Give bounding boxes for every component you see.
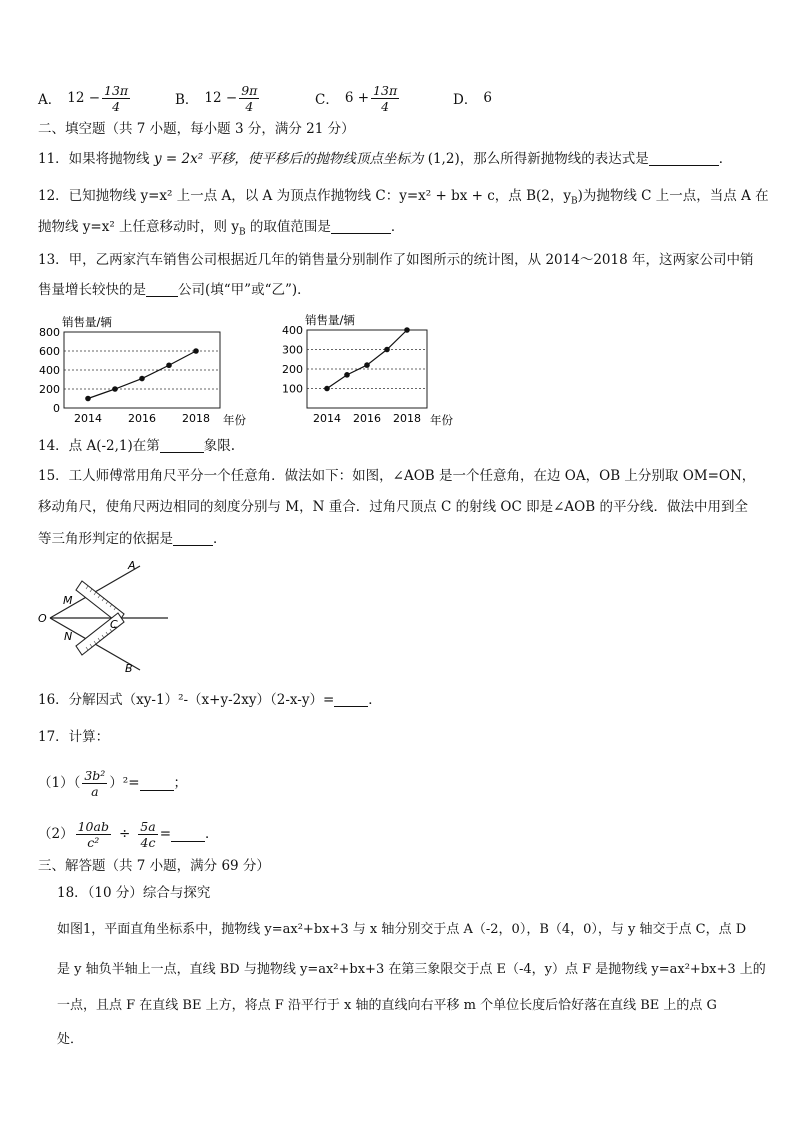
question-11 [38,150,732,168]
q17-p2-numerator-2: 5a [140,818,156,834]
q17-p2-denominator-1: c² [87,834,100,850]
q15-answer-blank[interactable] [173,531,213,546]
q17-p2-end: ． [205,826,219,842]
y-tick-label: 300 [282,343,303,357]
question-13-line-1: 13．甲，乙两家汽车销售公司根据近几年的销售量分别制作了如图所示的统计图，从 2014～2018 年，这两家公司中销 [38,252,754,268]
y-tick-label: 400 [282,324,303,337]
question-12-line-2 [38,218,404,242]
q12-line1-end: )为抛物线 C 上一点，当点 A 在 [577,188,769,204]
option-d-label: D． [453,92,478,108]
option-b-numerator: 9π [241,82,258,98]
question-14 [38,437,235,455]
option-b-denominator: 4 [245,98,254,114]
x-tick-label: 2016 [128,412,156,425]
data-point [324,386,330,392]
q16-answer-blank[interactable] [334,692,368,707]
q14-end: 象限. [203,438,236,454]
section-3-heading: 三、解答题（共 7 小题，满分 69 分） [38,858,270,874]
label-m: M [63,594,73,607]
option-c-label: C． [315,92,339,108]
q16-text: 16．分解因式（xy-1）²-（x+y-2xy）（2-x-y）= [38,692,335,708]
y-tick-label: 400 [39,364,60,377]
option-b [175,80,261,116]
q17-p2-denominator-2: 4c [140,834,156,850]
label-n: N [64,630,73,643]
question-17-part-2 [38,815,219,853]
y-tick-label: 200 [282,363,303,376]
q16-end: ． [368,692,382,708]
data-point [166,362,172,368]
q11-vertex: (1,2) [427,151,460,167]
q13-answer-blank[interactable] [146,282,178,297]
y-tick-label: 0 [53,402,60,415]
option-a [38,80,132,116]
q14-text: 14．点 A(-2,1)在第 [38,438,160,454]
question-18-title: 18．（10 分）综合与探究 [57,885,211,901]
option-b-label: B． [175,92,199,108]
q17-p2-numerator-1: 10ab [77,818,109,834]
q12-line2: 抛物线 y=x² 上任意移动时，则 y [38,219,239,235]
chart-company-jia [30,298,270,430]
chart-company-yi [275,298,475,430]
q17-p1-answer-blank[interactable] [140,776,174,791]
label-c: C [110,618,118,631]
q17-p2-divide: ÷ [118,826,131,842]
q15-line3-end: ． [213,531,227,547]
x-tick-label: 2014 [313,412,341,425]
y-tick-label: 100 [282,382,303,396]
x-tick-label: 2018 [182,412,210,425]
question-15-line-3 [38,530,227,548]
option-d [453,80,492,116]
q12-line1-sub: B [570,196,578,207]
question-12-line-1 [38,187,769,211]
q17-p1-numerator: 3b² [84,767,106,783]
question-18-line-3: 一点，且点 F 在直线 BE 上方，将点 F 沿平行于 x 轴的直线向右平移 m 个单位长度后恰好落在直线 BE 上的点 G [57,998,717,1013]
q17-p1-fraction [82,768,107,799]
option-d-value: 6 [483,90,492,106]
option-a-numerator: 13π [104,82,129,98]
data-point [404,327,410,333]
option-a-denominator: 4 [112,98,121,114]
data-point [193,348,199,354]
y-tick-label: 800 [39,326,60,339]
x-tick-label: 2014 [74,412,102,425]
q11-expression: y = 2x² 平移，使平移后的抛物线顶点坐标为 [153,151,428,167]
option-c-numerator: 13π [373,82,398,98]
question-18-line-4: 处． [57,1032,84,1047]
question-13-line-2 [38,281,311,299]
y-tick-label: 600 [39,345,60,358]
q13-line2: 售量增长较快的是 [38,282,146,298]
question-18-line-2: 是 y 轴负半轴上一点，直线 BD 与抛物线 y=ax²+bx+3 在第三象限交于点 E（-4，y）点 F 是抛物线 y=ax²+bx+3 上的 [57,962,766,977]
q17-p2-fraction-2 [138,819,157,850]
option-c-prefix: 6 + [344,90,370,106]
q12-answer-blank[interactable] [331,219,391,234]
question-16 [38,691,382,709]
q17-p2-fraction-1 [76,819,111,850]
x-axis-label: 年份 [430,413,453,427]
question-15-line-1: 15．工人师傅常用角尺平分一个任意角．做法如下：如图，∠AOB 是一个任意角，在边 OA，OB 上分别取 OM=ON， [38,468,756,484]
option-b-fraction [239,83,259,114]
q17-p1-denominator: a [91,783,99,799]
q15-line3: 等三角形判定的依据是 [38,531,173,547]
x-tick-label: 2016 [353,412,381,425]
option-b-prefix: 12 − [204,90,238,106]
label-o: O [38,612,47,625]
angle-ruler-figure [30,556,180,674]
y-tick-label: 200 [39,383,60,396]
question-18-line-1: 如图1，平面直角坐标系中，抛物线 y=ax²+bx+3 与 x 轴分别交于点 A（-2，0），B（4，0），与 y 轴交于点 C，点 D [57,922,747,937]
q17-p2-answer-blank[interactable] [171,827,205,842]
q17-p1-after: ）²= [109,775,140,791]
q17-p1-label: （1）（ [38,775,81,791]
q11-end: ． [718,151,733,167]
q17-p2-label: （2） [38,826,74,842]
series-line [327,330,407,389]
data-point [344,372,350,378]
q17-p1-end: ； [173,775,188,791]
q11-text-b: ，那么所得新抛物线的表达式是 [459,151,649,167]
series-line [88,351,196,399]
data-point [364,362,370,368]
option-c-denominator: 4 [381,98,390,114]
q12-line2-end: 的取值范围是 [245,219,331,235]
option-a-label: A． [38,92,62,108]
question-17-title: 17．计算： [38,729,110,745]
label-b: B [125,662,133,674]
option-c-fraction [371,83,399,114]
question-15-line-2: 移动角尺，使角尺两边相同的刻度分别与 M，N 重合．过角尺顶点 C 的射线 OC 即是∠AOB 的平分线．做法中用到全 [38,499,748,515]
data-point [85,396,91,402]
data-point [112,386,118,392]
q12-line2-sub: B [238,227,246,238]
section-2-heading: 二、填空题（共 7 小题，每小题 3 分，满分 21 分） [38,121,355,137]
data-point [384,347,390,353]
q11-answer-blank[interactable] [649,151,719,166]
y-axis-label: 销售量/辆 [62,315,112,329]
x-axis-label: 年份 [223,413,246,427]
y-axis-label: 销售量/辆 [305,313,355,327]
option-a-prefix: 12 − [67,90,101,106]
q11-text-a: 11．如果将抛物线 [38,151,154,167]
data-point [139,376,145,382]
label-a: A [128,559,136,572]
q13-line2-end: 公司(填“甲”或“乙”)． [178,282,311,298]
option-c [315,80,401,116]
q14-answer-blank[interactable] [160,438,204,453]
q12-line1: 12．已知抛物线 y=x² 上一点 A，以 A 为顶点作抛物线 C：y=x² + bx + c，点 B(2，y [38,188,571,204]
option-a-fraction [102,83,130,114]
question-17-part-1 [38,764,187,802]
q12-line2-tail: ． [390,219,405,235]
q17-p2-after: = [159,826,171,842]
x-tick-label: 2018 [393,412,421,425]
